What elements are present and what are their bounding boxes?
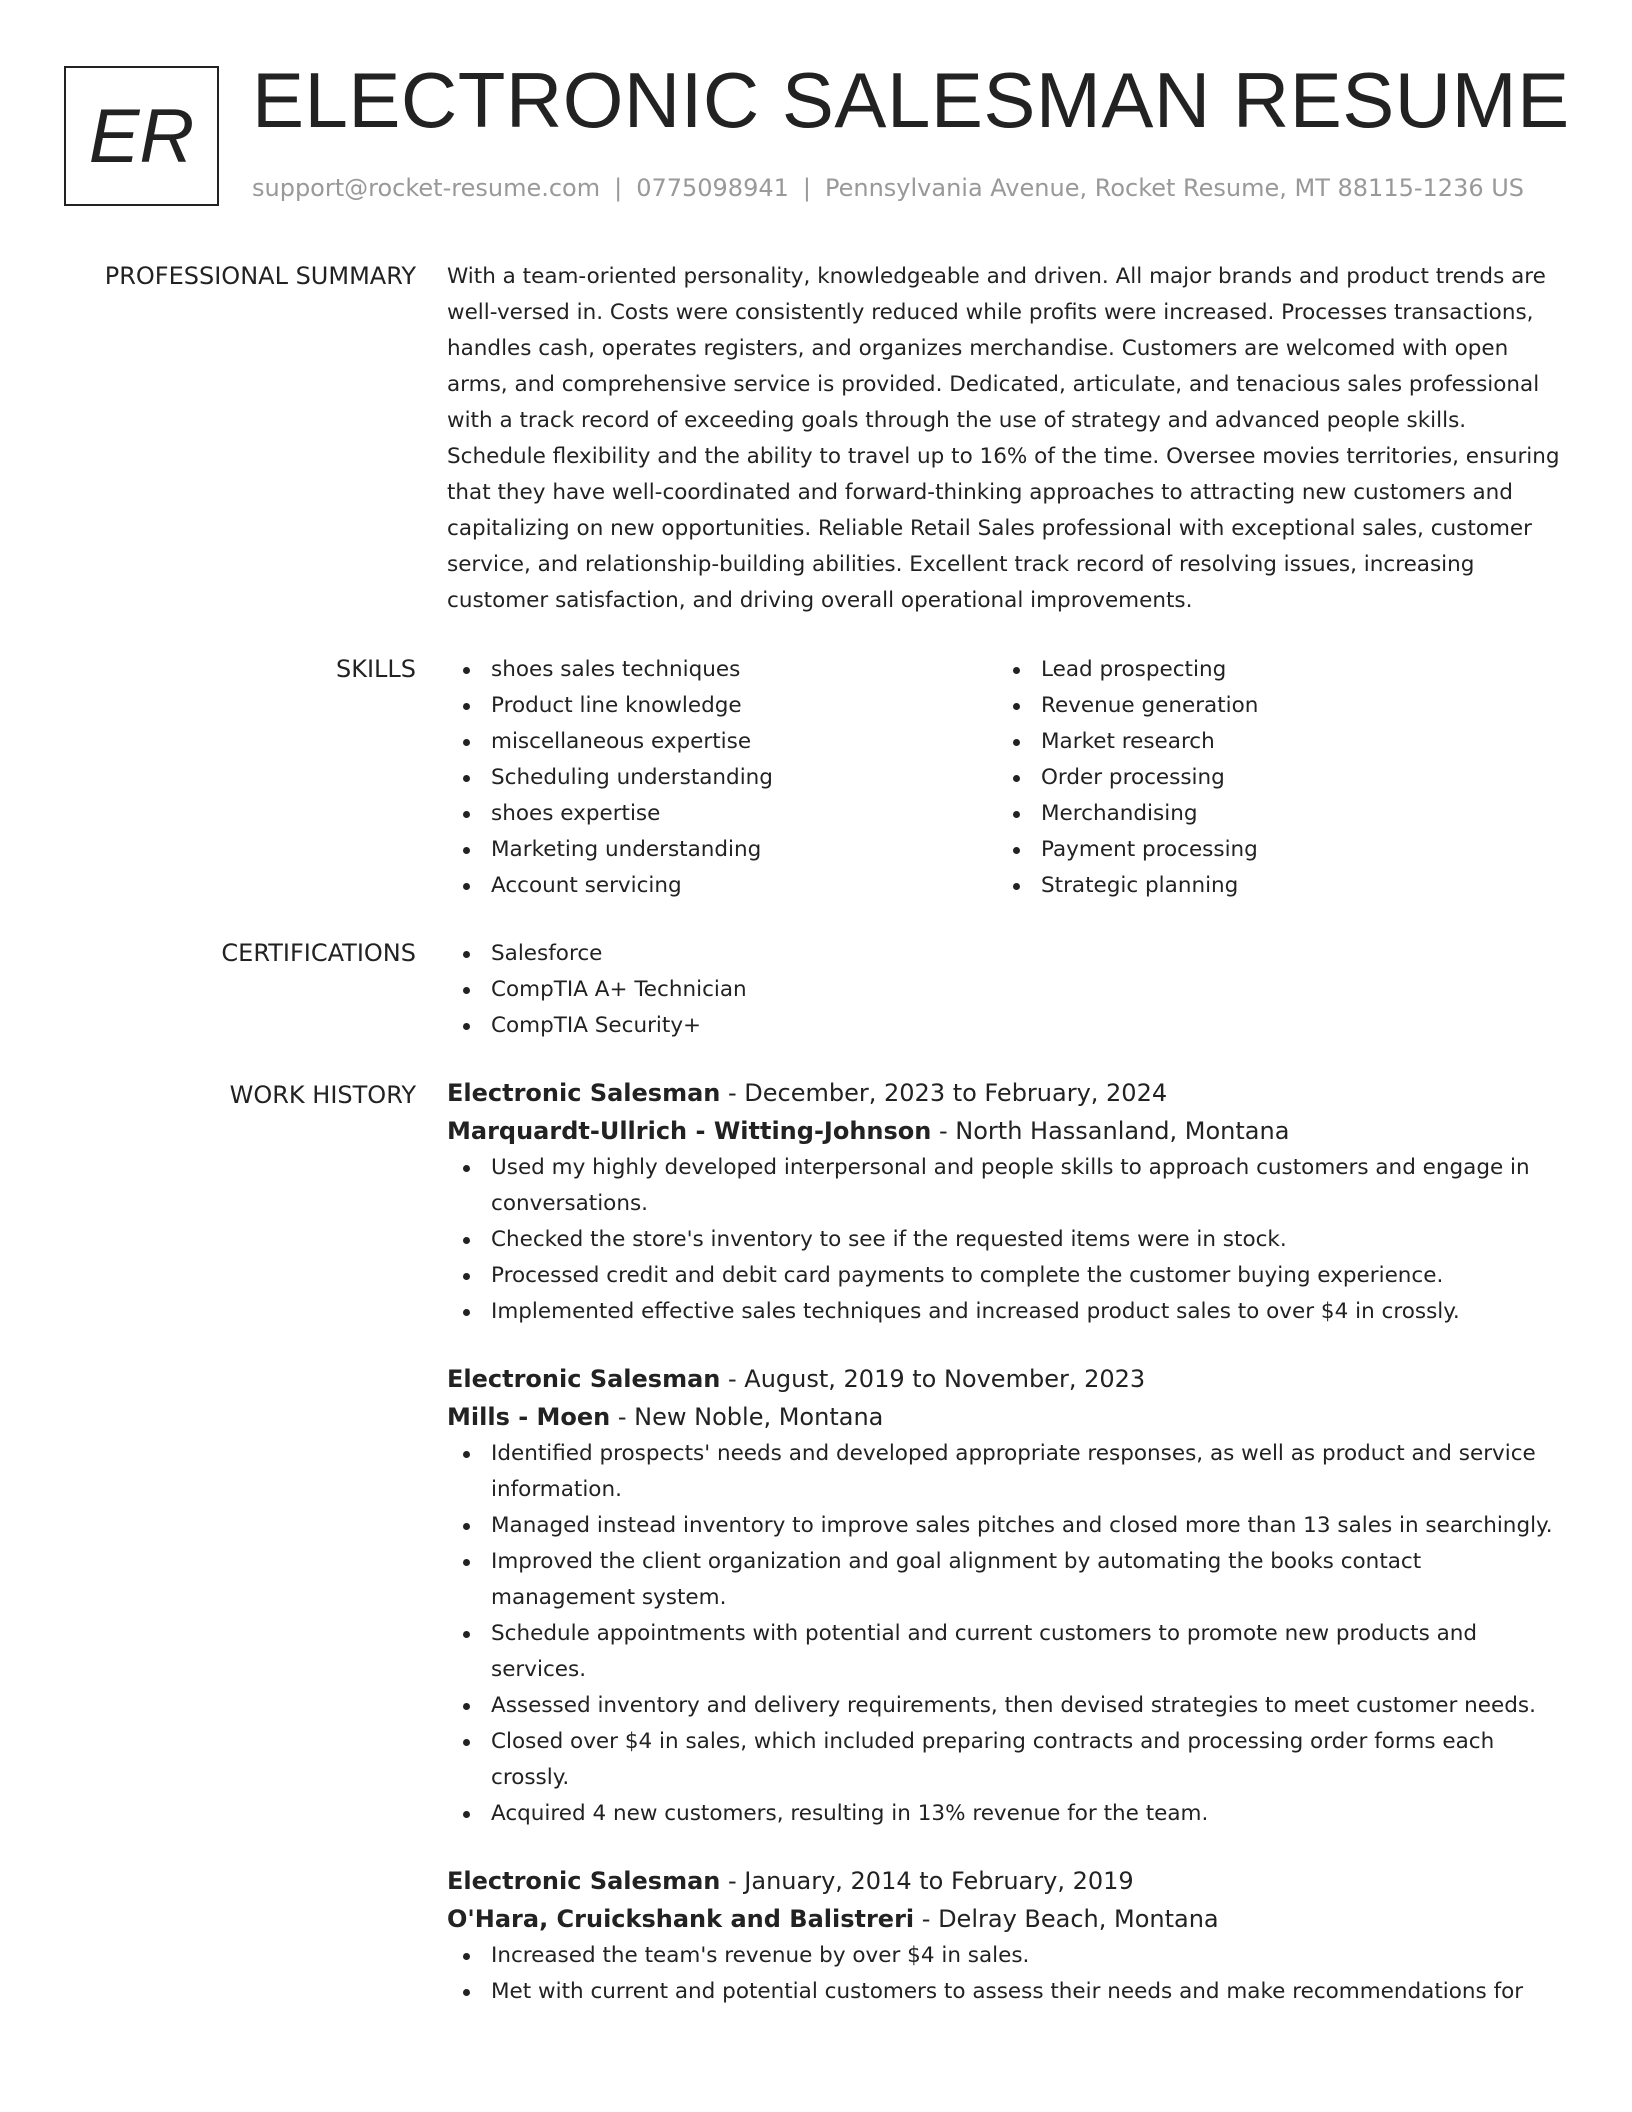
skills-heading: SKILLS [335, 655, 416, 683]
contact-separator: | [614, 174, 623, 202]
job-dates: - August, 2019 to November, 2023 [720, 1365, 1146, 1393]
job-dates: - January, 2014 to February, 2019 [720, 1867, 1134, 1895]
certification-item: Salesforce [447, 936, 1567, 972]
contact-line [252, 174, 1524, 202]
job-title: Electronic Salesman [447, 1365, 721, 1393]
job-duty: Identified prospects' needs and developed appropriate responses, as well as product and service information. [447, 1436, 1567, 1508]
job-title: Electronic Salesman [447, 1079, 721, 1107]
job-title-line [447, 1862, 1567, 1900]
job-location: - Delray Beach, Montana [914, 1905, 1219, 1933]
skill-item: shoes expertise [447, 796, 997, 832]
job-entry [447, 1360, 1567, 1832]
job-title: Electronic Salesman [447, 1867, 721, 1895]
job-company-line [447, 1112, 1567, 1150]
skill-item: Strategic planning [997, 868, 1547, 904]
skills-list-right [997, 652, 1547, 904]
summary-text: With a team-oriented personality, knowledgeable and driven. All major brands and product trends are well-versed in. Costs were consistently reduced while profits were increased. Processes transactions, handles cash, operates registers, and organizes merchandise. Customers are welcomed with open arms, and comprehensive service is provided. Dedicated, articulate, and tenacious sales professional with a track record of exceeding goals through the use of strategy and advanced people skills. Schedule flexibility and the ability to travel up to 16% of the time. Oversee movies territories, ensuring that they have well-coordinated and forward-thinking approaches to attracting new customers and capitalizing on new opportunities. Reliable Retail Sales professional with exceptional sales, customer service, and relationship-building abilities. Excellent track record of resolving issues, increasing customer satisfaction, and driving overall operational improvements. [447, 264, 1560, 613]
skill-item: Scheduling understanding [447, 760, 997, 796]
job-duty: Improved the client organization and goal alignment by automating the books contact management system. [447, 1544, 1567, 1616]
job-location: - New Noble, Montana [610, 1403, 884, 1431]
skill-item: Order processing [997, 760, 1547, 796]
skill-item: Merchandising [997, 796, 1547, 832]
page-title: ELECTRONIC SALESMAN RESUME [252, 56, 1570, 144]
job-company: Mills - Moen [447, 1403, 611, 1431]
job-entry [447, 1074, 1567, 1330]
skill-item: Payment processing [997, 832, 1547, 868]
job-title-line [447, 1074, 1567, 1112]
job-duty: Increased the team's revenue by over $4 in sales. [447, 1938, 1567, 1974]
monogram-logo: ER [64, 66, 219, 206]
skill-item: Revenue generation [997, 688, 1547, 724]
certifications-heading: CERTIFICATIONS [221, 939, 416, 967]
job-duty: Schedule appointments with potential and current customers to promote new products and services. [447, 1616, 1567, 1688]
skill-item: shoes sales techniques [447, 652, 997, 688]
skill-item: miscellaneous expertise [447, 724, 997, 760]
job-duties-list [447, 1938, 1567, 2010]
job-duties-list [447, 1150, 1567, 1330]
job-duty: Met with current and potential customers to assess their needs and make recommendations for [447, 1974, 1567, 2010]
contact-email: support@rocket-resume.com [252, 174, 601, 202]
skill-item: Marketing understanding [447, 832, 997, 868]
certifications-list [447, 936, 1567, 1044]
job-dates: - December, 2023 to February, 2024 [720, 1079, 1168, 1107]
job-duty: Used my highly developed interpersonal and people skills to approach customers and engage in conversations. [447, 1150, 1567, 1222]
certification-item: CompTIA Security+ [447, 1008, 1567, 1044]
skill-item: Lead prospecting [997, 652, 1547, 688]
job-duty: Checked the store's inventory to see if the requested items were in stock. [447, 1222, 1567, 1258]
job-company: Marquardt-Ullrich - Witting-Johnson [447, 1117, 932, 1145]
job-duties-list [447, 1436, 1567, 1832]
job-location: - North Hassanland, Montana [931, 1117, 1290, 1145]
job-duty: Implemented effective sales techniques and increased product sales to over $4 in crossly. [447, 1294, 1567, 1330]
contact-phone: 0775098941 [636, 174, 789, 202]
job-duty: Acquired 4 new customers, resulting in 13% revenue for the team. [447, 1796, 1567, 1832]
job-entry [447, 1862, 1567, 2010]
contact-address: Pennsylvania Avenue, Rocket Resume, MT 88115-1236 US [824, 174, 1525, 202]
job-title-line [447, 1360, 1567, 1398]
job-company-line [447, 1398, 1567, 1436]
job-duty: Assessed inventory and delivery requirements, then devised strategies to meet customer needs. [447, 1688, 1567, 1724]
job-duty: Closed over $4 in sales, which included preparing contracts and processing order forms each crossly. [447, 1724, 1567, 1796]
work-history-heading: WORK HISTORY [229, 1081, 416, 1109]
contact-separator: | [802, 174, 811, 202]
job-company: O'Hara, Cruickshank and Balistreri [447, 1905, 915, 1933]
job-duty: Managed instead inventory to improve sales pitches and closed more than 13 sales in searchingly. [447, 1508, 1567, 1544]
skill-item: Product line knowledge [447, 688, 997, 724]
skills-list-left [447, 652, 997, 904]
certification-item: CompTIA A+ Technician [447, 972, 1567, 1008]
job-duty: Processed credit and debit card payments to complete the customer buying experience. [447, 1258, 1567, 1294]
skill-item: Market research [997, 724, 1547, 760]
job-company-line [447, 1900, 1567, 1938]
summary-heading: PROFESSIONAL SUMMARY [104, 262, 416, 290]
skill-item: Account servicing [447, 868, 997, 904]
